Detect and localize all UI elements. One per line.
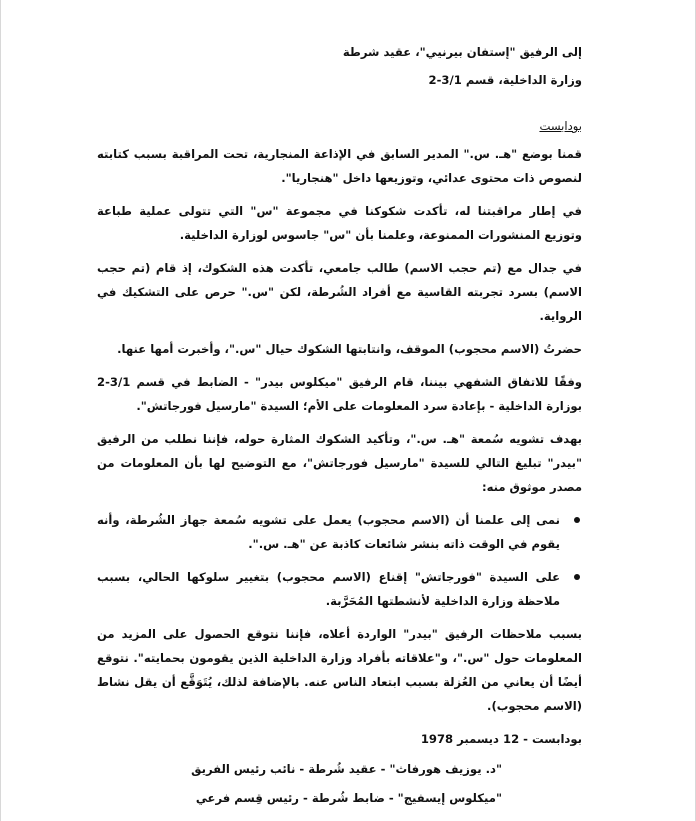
recipient-line: إلى الرفيق "إستفان بيرنيي"، عقيد شرطة (342, 45, 582, 59)
paragraph: بهدف تشويه سُمعة "هـ. س."، وتأكيد الشكوك المثارة حوله، فإننا نطلب من الرفيق "بيدر" تبليغ التالي للسيدة "مارسيل فورجاتش"، مع التوضيح لها بأن المعلومات من مصدر موثوق منه: (97, 432, 582, 494)
closing-paragraph: بسبب ملاحظات الرفيق "بيدر" الواردة أعلاه، فإننا نتوقع الحصول على المزيد من المعلومات حول "س."، و"علاقاته بأفراد وزارة الداخلية الذين يقومون بحمايته". نتوقع أيضًا أن يعاني من العُزلة بسبب ابتعاد الناس عنه. بالإضافة لذلك، يُتَوَقَّع أن يقل نشاط (الاسم محجوب). (97, 627, 582, 713)
paragraph: قمنا بوضع "هـ. س." المدير السابق في الإذاعة المنجارية، تحت المراقبة بسبب كتابته لنصوص ذات محتوى عدائي، وتوزيعها داخل "هنجاريا". (97, 147, 582, 185)
bullet-text: على السيدة "فورجاتش" إقناع (الاسم محجوب) بتغيير سلوكها الحالي، بسبب ملاحظة وزارة الداخلية لأنشطتها المُحَرَّبة. (97, 570, 560, 608)
bullet-icon (574, 517, 580, 523)
date-line: بودابست - 12 ديسمبر 1978 (420, 732, 582, 746)
paragraph: حضرتُ (الاسم محجوب) الموقف، وانتابتها الشكوك حيال "س."، وأخبرت أمها عنها. (117, 342, 582, 356)
document-body (97, 38, 582, 813)
paragraph: وفقًا للاتفاق الشفهي بيننا، قام الرفيق "ميكلوس بيدر" - الضابط في قسم 3/1-2 بوزارة الداخلية - بإعادة سرد المعلومات على الأم؛ السيدة "مارسيل فورجاتش". (97, 375, 582, 413)
department-line: وزارة الداخلية، قسم 3/1-2 (428, 73, 582, 87)
bullet-text: نمى إلى علمنا أن (الاسم محجوب) يعمل على تشويه سُمعة جهاز الشُرطة، وأنه يقوم في الوقت ذاته بنشر شائعات كاذبة عن "هـ. س.". (97, 513, 560, 551)
bullet-list (97, 508, 582, 613)
paragraph: في إطار مراقبتنا له، تأكدت شكوكنا في مجموعة "س" التي تتولى عملية طباعة وتوزيع المنشورات الممنوعة، وعلمنا بأن "س" جاسوس لوزارة الداخلية. (97, 204, 582, 242)
city-heading: بودابست (539, 119, 582, 133)
bullet-icon (574, 574, 580, 580)
bullet-item (97, 508, 560, 556)
signature-line: "ميكلوس إيسفيج" - ضابط شُرطة - رئيس قِسم فرعي (195, 791, 502, 805)
bullet-item (97, 565, 560, 613)
signature-line: "د. يوزيف هورفاث" - عقيد شُرطة - نائب رئيس الفريق (191, 762, 502, 776)
paragraph: في جدال مع (تم حجب الاسم) طالب جامعي، تأكدت هذه الشكوك، إذ قام (تم حجب الاسم) بسرد تجربته القاسية مع أفراد الشُرطة، لكن "س." حرص على التشكيك في الرواية. (97, 261, 582, 323)
